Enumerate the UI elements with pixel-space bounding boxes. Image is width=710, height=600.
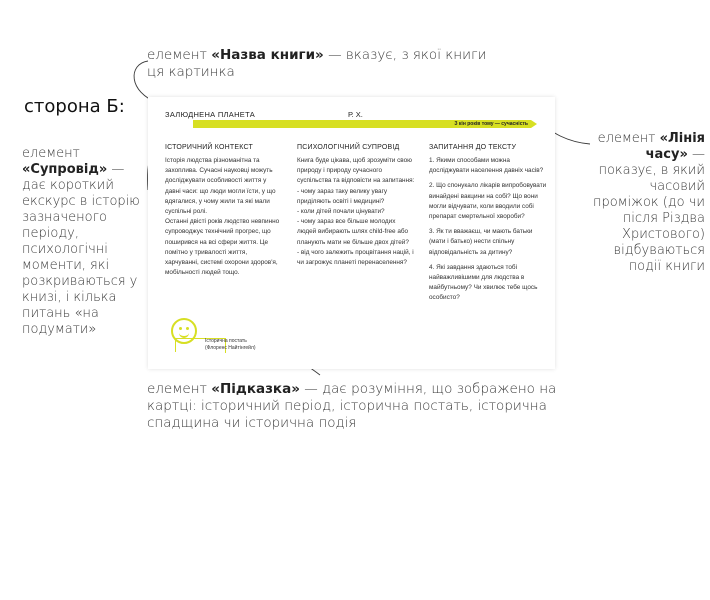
question: 1. Якими способами можна досліджувати населення давніх часів? <box>429 157 544 175</box>
question: 4. Які завдання здаються тобі найважливішими для людства в майбутньому? Чи хвилює тебе щось особисто? <box>429 263 538 302</box>
column-heading-psychological: ПСИХОЛОГІЧНИЙ СУПРОВІД <box>297 144 400 151</box>
paragraph: - чому зараз таку велику увагу приділяють освіті і медицині? <box>297 187 388 205</box>
annotation-accompaniment: елемент «Супровід» — дає короткий екскурс в історію зазначеного періоду, психологічні моменти, які розкриваються у книзі, і кілька питань «на подумати» <box>22 146 140 337</box>
column-body-historical-context <box>165 156 280 278</box>
hint-line-1: Історична постать <box>205 338 247 344</box>
paragraph: - коли дітей почали цінувати? <box>297 208 385 216</box>
column-heading-historical-context: ІСТОРИЧНИЙ КОНТЕКСТ <box>165 144 253 151</box>
timeline-label: З кін років тому — сучасність <box>454 121 528 127</box>
annotation-timeline: елемент «Лінія часу» — показує, в який часовий проміжок (до чи після Різдва Христового) відбуваються події книги <box>593 131 705 274</box>
paragraph: - від чого залежить процвітання націй, і чи загрожує планеті перенаселення? <box>297 248 414 267</box>
paragraph: - чому зараз все більше молодих людей вибирають шлях child-free або планують мати не більше двох дітей? <box>297 218 409 246</box>
hint-line-2: (Флоренс Найтінгейл) <box>205 345 256 351</box>
hint-text <box>205 338 255 352</box>
book-card <box>148 97 555 369</box>
column-body-psychological <box>297 156 415 268</box>
book-title: ЗАЛЮДНЕНА ПЛАНЕТА <box>165 110 256 119</box>
arrow-right-icon <box>531 120 537 128</box>
annotation-hint: елемент «Підказка» — дає розуміння, що зображено на картці: історичний період, історична постать, історична спадщина чи історична подія <box>147 381 557 431</box>
paragraph: Останні двісті років людство невпинно супроводжує технічний прогрес, що поширився на всі сфери життя. Це помітно у тривалості життя, харчуванні, системі охорони здоров'я, мобільності людей тощо. <box>165 218 280 277</box>
hint-frame-edge <box>175 338 176 352</box>
annotation-book-title: елемент «Назва книги» — вказує, з якої книги ця картинка <box>147 47 487 80</box>
era-label: Р. Х. <box>348 110 363 119</box>
question: 3. Як ти вважаєш, чи мають батьки (мати і батько) нести спільну відповідальність за дитину? <box>429 228 533 256</box>
column-heading-questions: ЗАПИТАННЯ ДО ТЕКСТУ <box>429 144 517 151</box>
side-b-label: сторона Б: <box>24 96 125 117</box>
paragraph: Книга буде цікава, щоб зрозуміти свою природу і природу сучасного суспільства та відповісти на запитання: <box>297 157 415 185</box>
paragraph: Історія людства різноманітна та захоплива. Сучасні науковці можуть досліджувати особливості життя у давні часи: що люди могли їсти, у що вдягалися, у чому жили та які мали суспільні ролі. <box>165 157 276 216</box>
question: 2. Що спонукало лікарів випробовувати винайдені вакцини на собі? Що вони могли відчувати, коли вводили собі препарат смертельної хвороби? <box>429 182 547 221</box>
column-body-questions <box>429 156 549 304</box>
